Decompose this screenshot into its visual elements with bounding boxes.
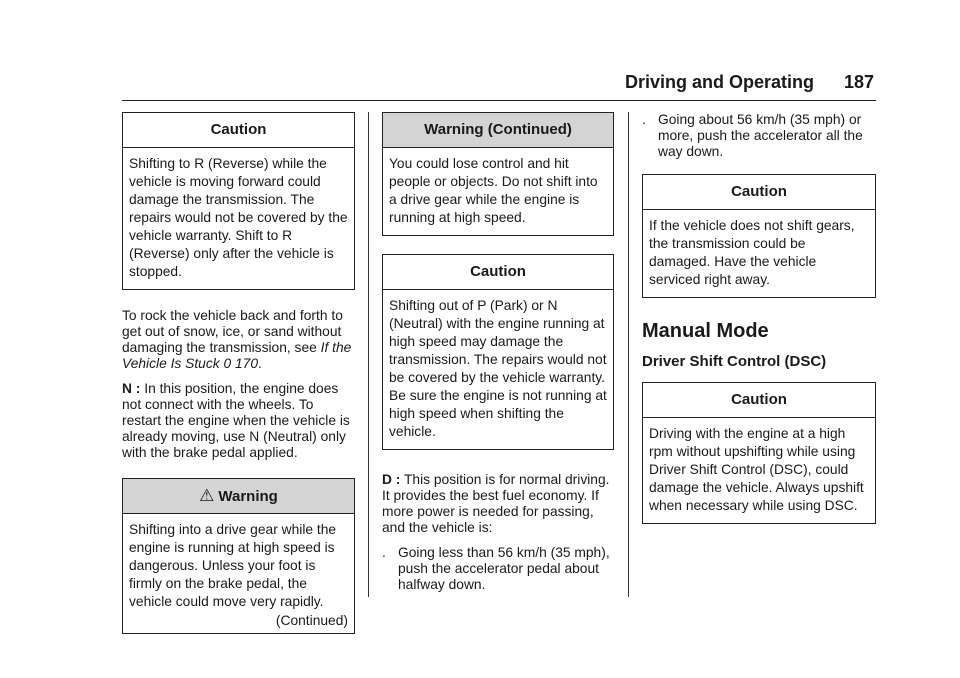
- warning-continued-text: You could lose control and hit people or objects. Do not shift into a drive gear while the engine is running at high speed.: [389, 156, 598, 225]
- column-divider: [368, 112, 369, 597]
- warning-icon: ⚠: [199, 486, 215, 505]
- caution-text: If the vehicle does not shift gears, the transmission could be damaged. Have the vehicle serviced right away.: [649, 218, 855, 287]
- warning-box: [122, 478, 355, 634]
- page-reference: 0 170: [219, 356, 259, 371]
- caution-title: Caution: [643, 383, 875, 418]
- warning-continued-box: [382, 112, 614, 236]
- caution-title: Caution: [383, 255, 613, 290]
- bullet-mark: .: [382, 545, 386, 560]
- warning-title: ⚠ Warning: [123, 479, 354, 514]
- caution-box: [122, 112, 355, 290]
- caution-title: Caution: [643, 175, 875, 210]
- caution-text: Driving with the engine at a high rpm without upshifting while using Driver Shift Control (DSC), could damage the vehicle. Always upshift when necessary while using DSC.: [649, 426, 864, 513]
- caution-box: [382, 254, 614, 450]
- drive-paragraph: D : This position is for normal driving. It provides the best fuel economy. If more power is needed for passing, and the vehicle is:: [382, 472, 610, 535]
- caution-title: Caution: [123, 113, 354, 148]
- bullet-mark: .: [642, 112, 646, 127]
- column-3: [642, 112, 876, 542]
- rock-paragraph: To rock the vehicle back and forth to get out of snow, ice, or sand without damaging the transmission, see If the Vehicle Is Stuck 0 170.: [122, 308, 352, 371]
- page-number: 187: [843, 72, 874, 92]
- column-1: [122, 112, 355, 652]
- neutral-paragraph: N : In this position, the engine does not connect with the wheels. To restart the engine when the vehicle is already moving, use N (Neutral) only with the brake pedal applied.: [122, 381, 350, 460]
- section-heading: Manual Mode: [642, 320, 769, 342]
- column-divider: [628, 112, 629, 597]
- subsection-heading: Driver Shift Control (DSC): [642, 353, 827, 370]
- continued-label: (Continued): [275, 613, 348, 628]
- caution-text: Shifting out of P (Park) or N (Neutral) with the engine running at high speed may damage the transmission. The repairs would not be covered by the vehicle warranty. Be sure the engine is not running at high speed when shifting the vehicle.: [389, 298, 607, 439]
- warning-continued-title: Warning (Continued): [383, 113, 613, 148]
- page-header: [122, 70, 876, 101]
- caution-box: [642, 382, 876, 524]
- list-item: . Going less than 56 km/h (35 mph), push the accelerator pedal about halfway down.: [382, 545, 610, 592]
- gear-label-d: D :: [382, 472, 401, 487]
- warning-text: Shifting into a drive gear while the engine is running at high speed is dangerous. Unless your foot is firmly on the brake pedal, the vehicle could move very rapidly. (Continued): [129, 522, 348, 628]
- caution-box: [642, 174, 876, 298]
- cross-reference-link[interactable]: If the Vehicle Is Stuck: [122, 340, 352, 371]
- list-item: . Going about 56 km/h (35 mph) or more, push the accelerator all the way down.: [642, 112, 863, 159]
- caution-text: Shifting to R (Reverse) while the vehicle is moving forward could damage the transmission. The repairs would not be covered by the vehicle warranty. Shift to R (Reverse) only after the vehicle is stopped.: [129, 156, 348, 279]
- gear-label-n: N :: [122, 381, 141, 396]
- column-2: [382, 112, 614, 607]
- chapter-title: Driving and Operating: [624, 72, 814, 92]
